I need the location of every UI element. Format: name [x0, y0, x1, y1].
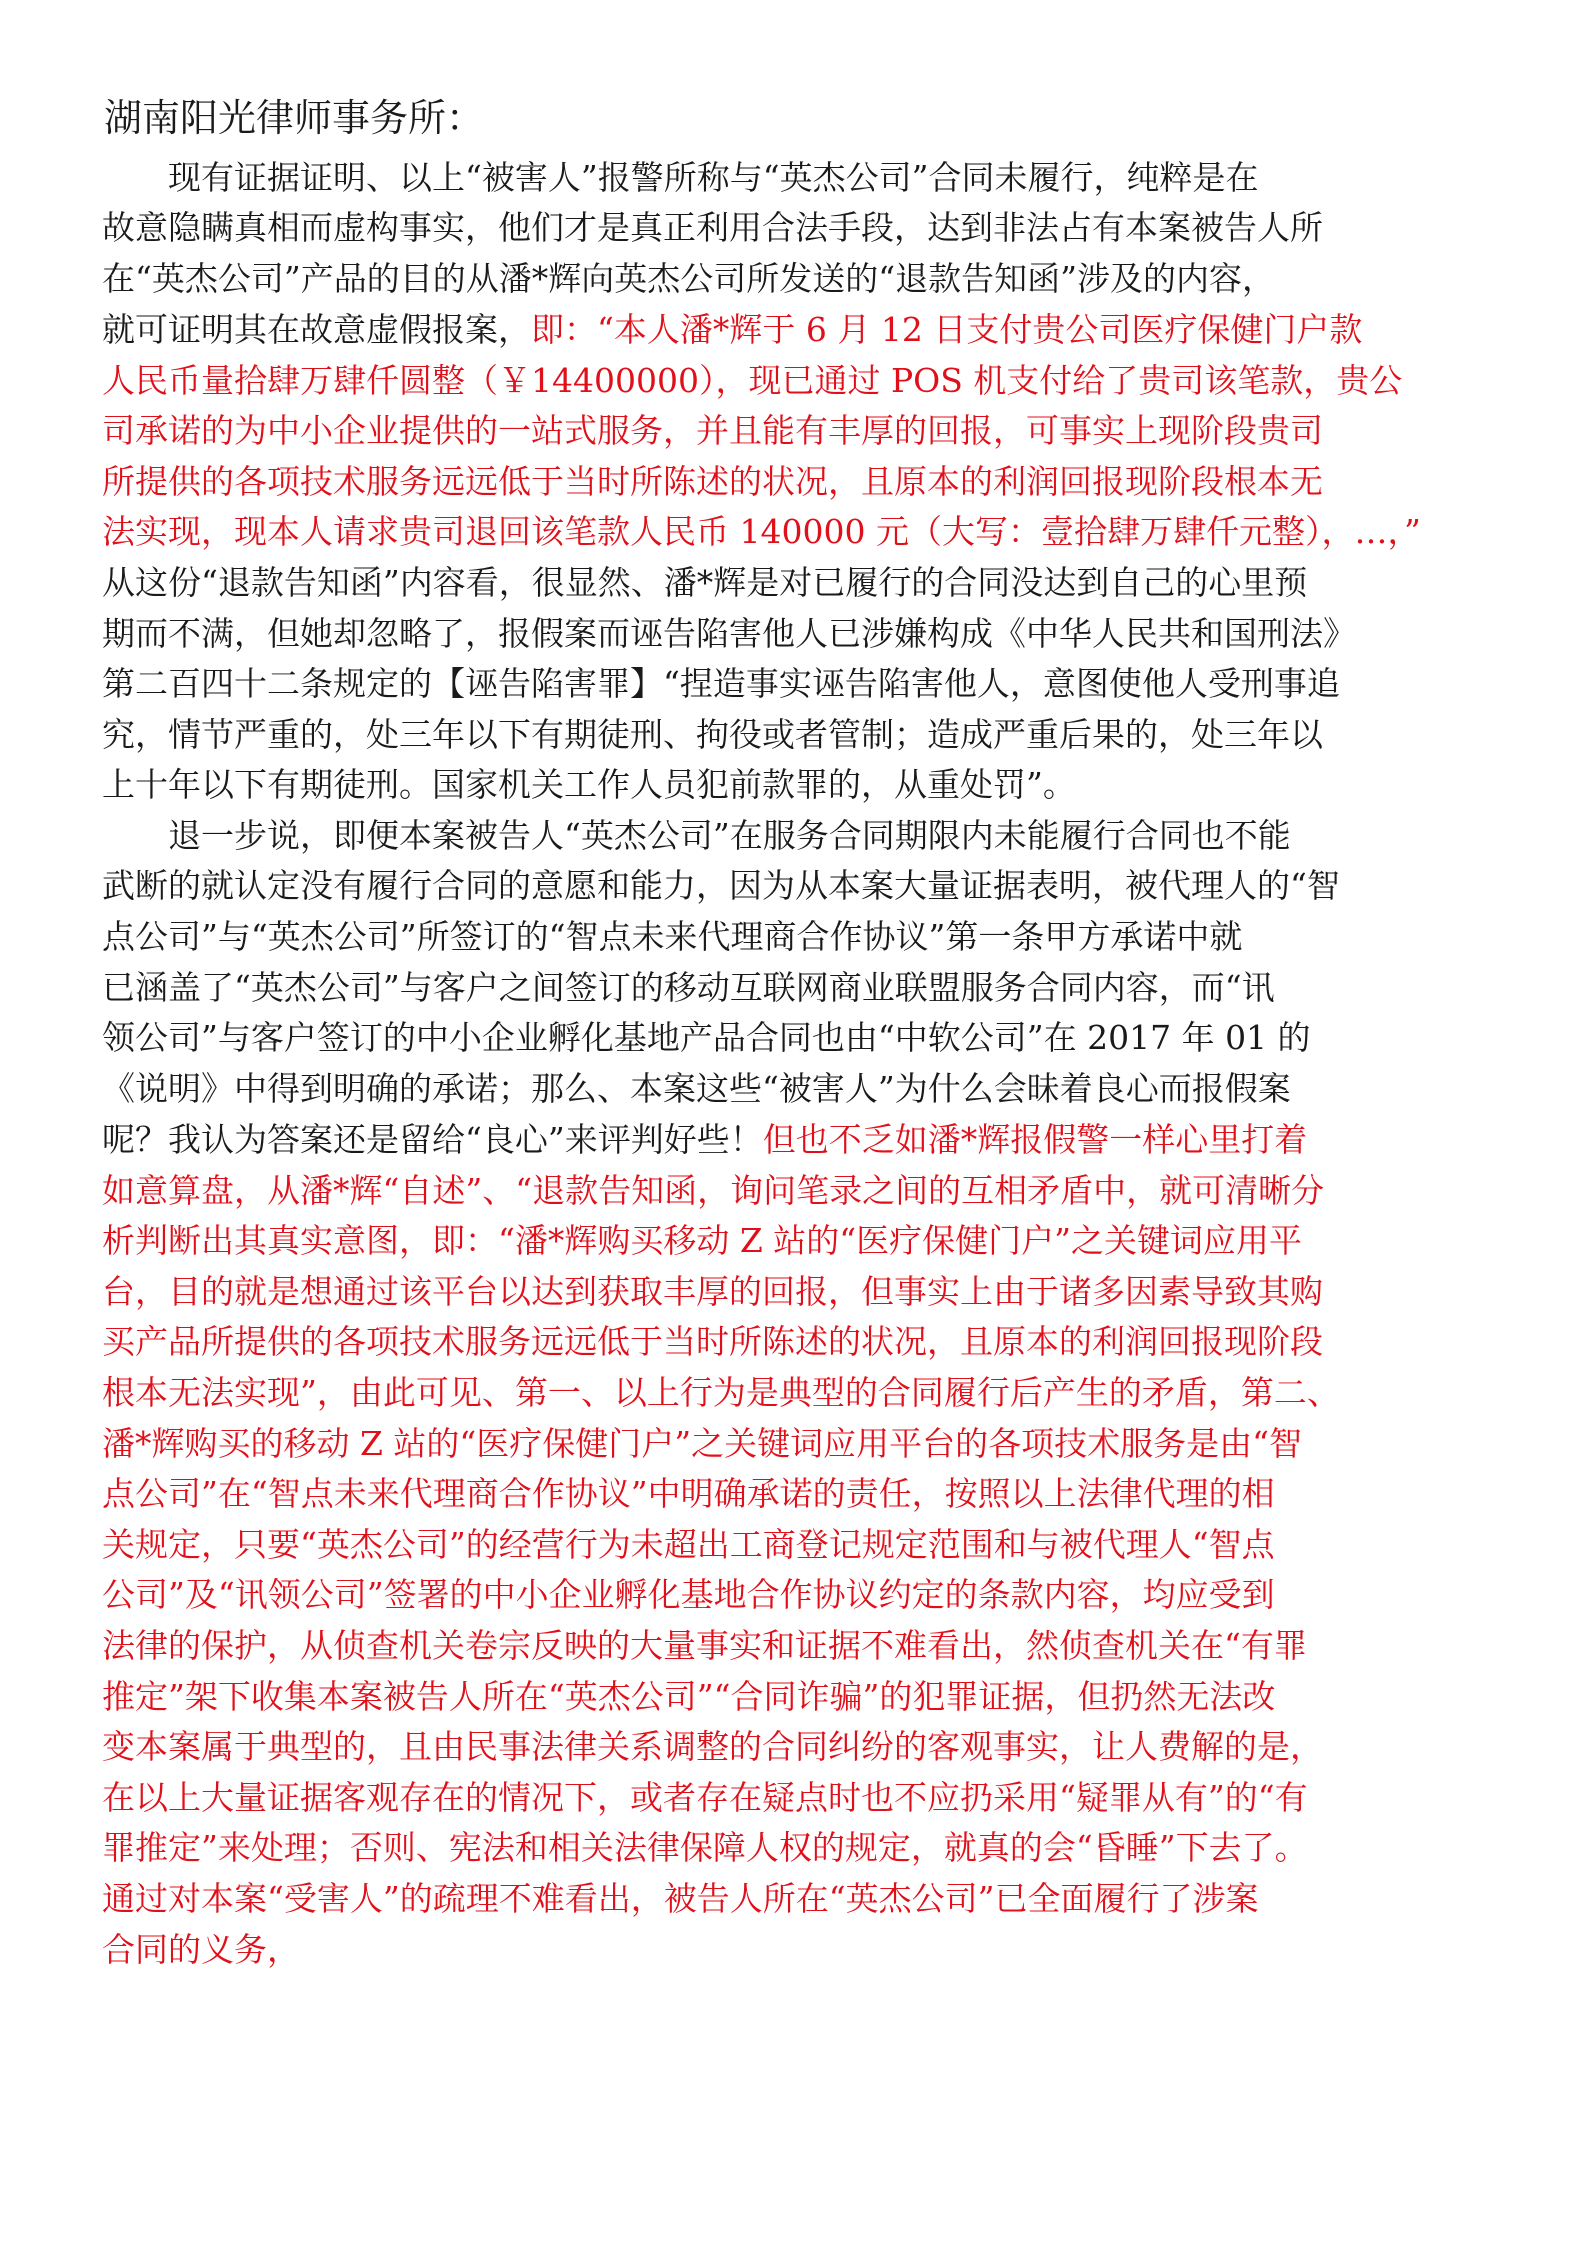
body-text: 呢？我认为答案还是留给“良心”来评判好些！ — [102, 1120, 763, 1159]
highlighted-text: 人民币量拾肆万肆仟圆整（￥14400000），现已通过 POS 机支付给了贵司该笔款，贵公 — [102, 361, 1403, 400]
body-text: 期而不满，但她却忽略了，报假案而诬告陷害他人已涉嫌构成《中华人民共和国刑法》 — [102, 614, 1356, 653]
body-text: 第二百四十二条规定的【诬告陷害罪】“捏造事实诬告陷害他人，意图使他人受刑事追 — [102, 664, 1340, 703]
text-line — [102, 462, 1497, 502]
highlighted-text: 台，目的就是想通过该平台以达到获取丰厚的回报，但事实上由于诸多因素导致其购 — [102, 1272, 1323, 1311]
text-line — [102, 968, 1497, 1008]
highlighted-text: 但也不乏如潘*辉报假警一样心里打着 — [762, 1120, 1308, 1159]
text-line — [102, 1778, 1497, 1818]
text-line — [102, 715, 1497, 755]
highlighted-text: 关规定，只要“英杰公司”的经营行为未超出工商登记规定范围和与被代理人“智点 — [102, 1525, 1275, 1564]
body-text: 退一步说，即便本案被告人“英杰公司”在服务合同期限内未能履行合同也不能 — [102, 816, 1291, 855]
body-text: 已涵盖了“英杰公司”与客户之间签订的移动互联网商业联盟服务合同内容，而“讯 — [102, 968, 1275, 1007]
highlighted-text: 合同的义务， — [102, 1930, 300, 1969]
text-line — [102, 1272, 1497, 1312]
body-text: 故意隐瞒真相而虚构事实，他们才是真正利用合法手段，达到非法占有本案被告人所 — [102, 208, 1323, 247]
text-line — [102, 1221, 1497, 1261]
text-line — [102, 664, 1497, 704]
highlighted-text: 点公司”在“智点未来代理商合作协议”中明确承诺的责任，按照以上法律代理的相 — [102, 1474, 1275, 1513]
text-line — [102, 816, 1497, 856]
body-text: 就可证明其在故意虚假报案， — [102, 310, 531, 349]
highlighted-text: 通过对本案“受害人”的疏理不难看出，被告人所在“英杰公司”已全面履行了涉案 — [102, 1879, 1259, 1918]
text-line — [102, 1727, 1497, 1767]
text-line — [102, 411, 1497, 451]
highlighted-text: 法实现，现本人请求贵司退回该笔款人民币 140000 元（大写：壹拾肆万肆仟元整），…，” — [102, 512, 1421, 551]
letter-addressee — [104, 98, 1499, 138]
text-line — [102, 1018, 1497, 1058]
text-line — [102, 1626, 1497, 1666]
text-line — [102, 1171, 1497, 1211]
body-text: 究，情节严重的，处三年以下有期徒刑、拘役或者管制；造成严重后果的，处三年以 — [102, 715, 1323, 754]
highlighted-text: 公司”及“讯领公司”签署的中小企业孵化基地合作协议约定的条款内容，均应受到 — [102, 1575, 1275, 1614]
highlighted-text: 潘*辉购买的移动 Z 站的“医疗保健门户”之关键词应用平台的各项技术服务是由“智 — [102, 1424, 1303, 1463]
text-line — [102, 310, 1497, 350]
text-line — [102, 1069, 1497, 1109]
body-text: 武断的就认定没有履行合同的意愿和能力，因为从本案大量证据表明，被代理人的“智 — [102, 866, 1340, 905]
highlighted-text: 罪推定”来处理；否则、宪法和相关法律保障人权的规定，就真的会“昏睡”下去了。 — [102, 1828, 1308, 1867]
text-line — [102, 158, 1497, 198]
text-line — [102, 1677, 1497, 1717]
highlighted-text: 如意算盘，从潘*辉“自述”、“退款告知函，询问笔录之间的互相矛盾中，就可清晰分 — [102, 1171, 1325, 1210]
text-line — [102, 765, 1497, 805]
body-text: 现有证据证明、以上“被害人”报警所称与“英杰公司”合同未履行，纯粹是在 — [102, 158, 1259, 197]
text-line — [102, 1828, 1497, 1868]
text-line — [102, 1322, 1497, 1362]
body-text: 上十年以下有期徒刑。国家机关工作人员犯前款罪的，从重处罚”。 — [102, 765, 1076, 804]
text-line — [102, 1575, 1497, 1615]
text-line — [102, 1930, 1497, 1970]
highlighted-text: 推定”架下收集本案被告人所在“英杰公司”“合同诈骗”的犯罪证据，但扔然无法改 — [102, 1677, 1276, 1716]
highlighted-text: 析判断出其真实意图，即：“潘*辉购买移动 Z 站的“医疗保健门户”之关键词应用平 — [102, 1221, 1303, 1260]
text-line — [102, 1525, 1497, 1565]
text-line — [102, 259, 1497, 299]
highlighted-text: 即：“本人潘*辉于 6 月 12 日支付贵公司医疗保健门户款 — [531, 310, 1363, 349]
highlighted-text: 买产品所提供的各项技术服务远远低于当时所陈述的状况，且原本的利润回报现阶段 — [102, 1322, 1323, 1361]
text-line — [102, 1424, 1497, 1464]
highlighted-text: 在以上大量证据客观存在的情况下，或者存在疑点时也不应扔采用“疑罪从有”的“有 — [102, 1778, 1308, 1817]
text-line — [102, 1373, 1497, 1413]
highlighted-text: 变本案属于典型的，且由民事法律关系调整的合同纠纷的客观事实，让人费解的是， — [102, 1727, 1323, 1766]
text-line — [102, 1879, 1497, 1919]
text-line — [102, 866, 1497, 906]
text-line — [102, 563, 1497, 603]
highlighted-text: 司承诺的为中小企业提供的一站式服务，并且能有丰厚的回报，可事实上现阶段贵司 — [102, 411, 1323, 450]
text-line — [102, 208, 1497, 248]
highlighted-text: 所提供的各项技术服务远远低于当时所陈述的状况，且原本的利润回报现阶段根本无 — [102, 462, 1323, 501]
body-text: 从这份“退款告知函”内容看，很显然、潘*辉是对已履行的合同没达到自己的心里预 — [102, 563, 1308, 602]
text-line — [102, 361, 1497, 401]
text-line — [102, 512, 1497, 552]
text-line — [102, 614, 1497, 654]
text-line — [102, 917, 1497, 957]
body-text: 在“英杰公司”产品的目的从潘*辉向英杰公司所发送的“退款告知函”涉及的内容， — [102, 259, 1275, 298]
body-text: 领公司”与客户签订的中小企业孵化基地产品合同也由“中软公司”在 2017 年 01 的 — [102, 1018, 1311, 1057]
text-line — [102, 1474, 1497, 1514]
body-text: 点公司”与“英杰公司”所签订的“智点未来代理商合作协议”第一条甲方承诺中就 — [102, 917, 1243, 956]
text-line — [102, 1120, 1497, 1160]
body-text: 湖南阳光律师事务所： — [104, 98, 485, 138]
body-text: 《说明》中得到明确的承诺；那么、本案这些“被害人”为什么会昧着良心而报假案 — [102, 1069, 1291, 1108]
highlighted-text: 根本无法实现”，由此可见、第一、以上行为是典型的合同履行后产生的矛盾，第二、 — [102, 1373, 1340, 1412]
highlighted-text: 法律的保护，从侦查机关卷宗反映的大量事实和证据不难看出，然侦查机关在“有罪 — [102, 1626, 1307, 1665]
